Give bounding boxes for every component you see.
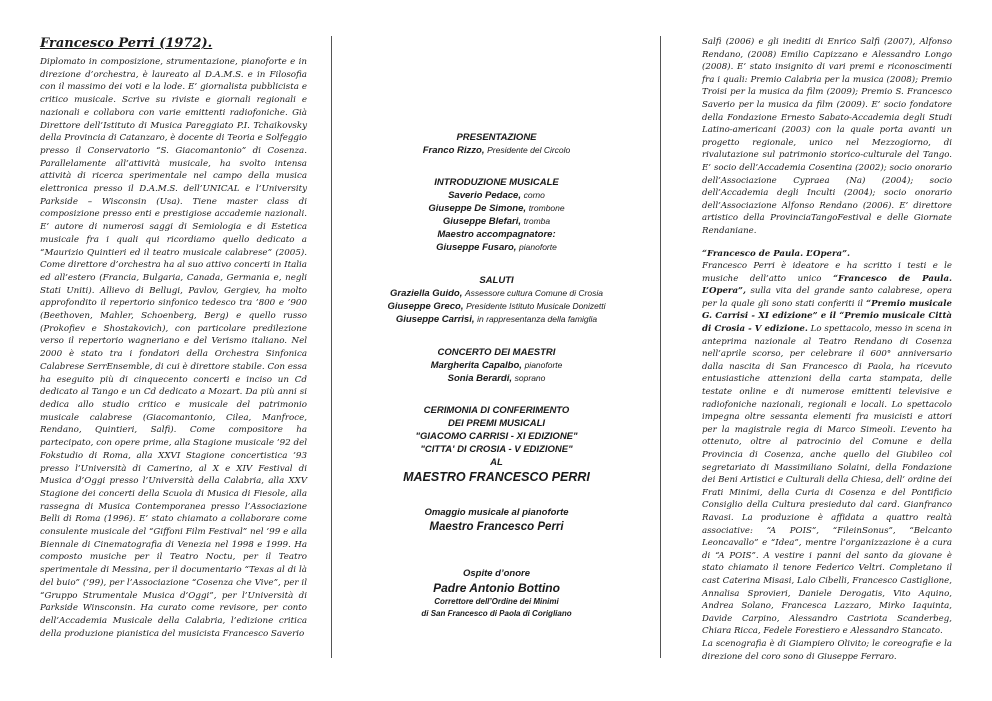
program-entry: Margherita Capalbo, pianoforte (430, 360, 563, 371)
bio-title: Francesco Perri (1972). (40, 36, 213, 51)
program-entry: Giuseppe De Simone, trombone (428, 203, 565, 214)
program-entry: Giuseppe Blefari, tromba (442, 216, 551, 227)
cerimonia-line: "CITTA' DI CROSIA - V EDIZIONE" (420, 444, 573, 455)
cerimonia-line: "GIACOMO CARRISI - XI EDIZIONE" (415, 431, 578, 442)
ospite-line: Correttore dell’Ordine dei Minimi (434, 597, 559, 606)
program-entry: Giuseppe Carrisi, in rappresentanza della famiglia (395, 314, 598, 325)
program-entry: Franco Rizzo, Presidente del Circolo (422, 145, 571, 156)
section-ospite (333, 567, 660, 620)
bio-text: Diplomato in composizione, strumentazione, pianoforte e in direzione d’orchestra, è laureato al D.A.M.S. e in Filosofia con il massimo dei voti e la lode. E’ giornalista pubblicista e critico musicale. Scrive su riviste e giornali regionali e nazionali e collabora con varie emittenti radiofoniche. Già Direttore dell’Istituto di Musica Pareggiato P.I. Tchaikovsky della Provincia di Catanzaro, è docente di Teoria e Solfeggio presso il Conservatorio “S. Giacomantonio” di Cosenza. Parallelamente all’attività musicale, ha svolto intensa attività di ricerca sperimentale nel campo della musica elettronica presso il D.A.M.S. dell’UNICAL e l’University Parkside – Wisconsin (Usa). Tiene master class di composizione presso enti e prestigiose accademie nazionali. E’ autore di numerosi saggi di Semiologia e di Estetica musicale fra i quali qui ricordiamo quello dedicato a “Maurizio Quintieri ed il teatro musicale calabrese” (2005). Come direttore d’orchestra ha al suo attivo concerti in Italia ed all’estero (Francia, Bulgaria, Canada, Germania e, negli Stati Uniti). Allievo di Bellugi, Pavlov, Gergiev, ha molto approfondito il repertorio sinfonico tedesco tra ’800 e ’900 (Beethoven, Mahler, Schoenberg, Berg) e quello russo (Prokofiev e Shostakovich), con particolare predilezione verso il repertorio wagneriano e del Verismo italiano. Nel 2000 è stato tra i fondatori della Orchestra Sinfonica Calabrese SerrEnsemble, di cui è direttore stabile. Con essa ha eseguito più di cinquecento concerti e inciso un Cd dedicato al Tango e un Cd dedicato a Mozart. Da più anni si dedica allo studio critico e musicale del patrimonio musicale calabrese (Giacomantonio, Cilea, Manfroce, Rendano, Quintieri, Salfi). Come compositore ha partecipato, con opere prime, alla Stagione musicale ’92 del Fokstudio di Roma, alla XXVI Stagione concertistica ’93 presso l’Università di Camerino, al X e XIV Festival di Musica d’Oggi presso l’Università della Calabria, alla XXV Stagione dei concerti della Scuola di Musica di Fiesole, alla rassegna di Musica Contemporanea presso l’Associazione Belli di Roma (1996). E’ stato chiamato a collaborare come consulente musicale del “Giffoni Film Festival” nel ’99 e alla Biennale di Cinematografia di Venezia nel 1998 e 1999. Ha composto musiche per il Teatro Noctu, per il Teatro sperimentale di Messina, per il documentario “Texas al di là del buio” (’99), per l’Associazione “Cosenza che Vive”, per il “Gruppo Strumentale Musica d’Oggi”, per l’Università di Parkside Winsconsin. Ha curato come revisore, per conto dell’Accademia Musicale della Calabria, l’edizione critica della produzione pianistica del musicista Francesco Saverio (40, 57, 307, 639)
cerimonia-line: DEI PREMI MUSICALI (447, 418, 546, 429)
program-column (333, 0, 660, 701)
section-introduzione (333, 176, 660, 254)
accompagnatore-heading: Maestro accompagnatore: (437, 229, 556, 240)
section-omaggio (333, 506, 660, 535)
program-entry: Sonia Berardi, soprano (447, 373, 546, 384)
column-divider-left (331, 36, 332, 658)
opera-title: “Francesco de Paula. L’Opera”. (702, 248, 851, 259)
cerimonia-line: AL (490, 457, 503, 468)
ospite-heading: Ospite d’onore (462, 568, 531, 579)
introduzione-heading: INTRODUZIONE MUSICALE (434, 177, 559, 188)
program-entry: Giuseppe Greco, Presidente Istituto Musicale Donizetti (387, 301, 606, 312)
omaggio-maestro: Maestro Francesco Perri (429, 521, 564, 533)
section-concerto (333, 346, 660, 385)
bio-continuation: Salfi (2006) e gli inediti di Enrico Salfi (2007), Alfonso Rendano, (2008) Emilio Capizzano e Alessandro Longo (2008). E’ stato insignito di vari premi e riconoscimenti fra i quali: Premio Calabria per la musica (2008); Premio Troisi per la musica da film (2009); Premio S. Francesco Saverio per la musica da film (2009). E’ socio fondatore della Fondazione Ernesto Sabato-Accademia degli Studi Latino-americani (2003) con la quale porta avanti un progetto regionale, unico nel Mezzogiorno, di rivalutazione sul patrimonio storico-culturale del Tango. E’ socio dell’Accademia Cosentina (2002); socio onorario dell’Associazione Cypraea (Na) (2004); socio dell’Accademia degli Inculti (2004); socio onorario dell’Associazione Alfonso Rendano (2006). E’ direttore artistico della ProvinciaTangoFestival e delle Giornate Rendaniane. (702, 37, 952, 236)
maestro-title: MAESTRO FRANCESCO PERRI (403, 470, 590, 484)
column-divider-right (660, 36, 661, 658)
opera-text: Francesco Perri è ideatore e ha scritto i testi e le musiche dell’atto unico “Francesco de Paula. L’Opera”, sulla vita del grande santo calabrese, opera per la quale gli sono stati conferiti il “Premio musicale G. Carrisi - XI edizione” e il “Premio musicale Città di Crosia - V edizione. Lo spettacolo, messo in scena in anteprima nazionale al Teatro Rendano di Cosenza nell’aprile scorso, per celebrare il 600° anniversario dalla nascita di San Francesco di Paola, ha ricevuto entusiastiche attenzioni della carta stampata, delle testate online e di numerose emittenti televisive e radiofoniche nazionali, regionali e locali. Lo spettacolo impegna oltre sessanta elementi fra musicisti e attori per la magistrale regia di Marco Simeoli. L’evento ha ottenuto, oltre al patrocinio del Comune e della Provincia di Cosenza, anche quello del Giubileo col segretariato di Massimiliano Solaini, della Fondazione dei Beni Artistici e Culturali della Chiesa, dell’ ordine dei Frati Minimi, della Curia di Cosenza e del Pontificio Consiglio della Cultura presieduto dal card. Gianfranco Ravasi. La produzione è affidata a quattro realtà associative: “A POIS”, “FileinSonus”, “Belcanto Leoncavallo” e “Idea”, mentre l’organizzazione è a cura di “A POIS”. A vestire i panni del santo da giovane è stato chiamato il tenore Federico Veltri. Completano il cast Caterina Misasi, Lalo Cibelli, Francesco Castiglione, Annalisa Sprovieri, Daniele Derogatis, Vito Aquino, Andrea Solano, Francesca Lazzaro, Mirko Iaquinta, Davide Carpino, Alessandro Castriota Scanderbeg, Chiara Ricca, Fedele Forestiero e Alessandro Stancato. (702, 261, 953, 637)
ospite-line: di San Francesco di Paola di Corigliano (421, 609, 572, 618)
program-entry: Giuseppe Fusaro, pianoforte (436, 242, 557, 253)
presentazione-heading: PRESENTAZIONE (456, 132, 537, 143)
saluti-heading: SALUTI (479, 275, 514, 286)
section-cerimonia (333, 404, 660, 485)
omaggio-line: Omaggio musicale al pianoforte (424, 507, 569, 518)
section-saluti (333, 274, 660, 326)
cerimonia-line: CERIMONIA DI CONFERIMENTO (423, 405, 570, 416)
scenografia-text: La scenografia è di Giampiero Olivito; le coreografie e la direzione del coro sono di Giuseppe Ferraro. (702, 638, 952, 662)
ospite-name: Padre Antonio Bottino (433, 581, 560, 595)
program-entry: Saverio Pedace, corno (448, 190, 545, 201)
program-entry: Graziella Guido, Assessore cultura Comune di Crosia (390, 288, 603, 299)
section-presentazione (333, 131, 660, 157)
left-column (0, 0, 331, 701)
concerto-heading: CONCERTO DEI MAESTRI (437, 347, 556, 358)
right-column (662, 0, 992, 701)
